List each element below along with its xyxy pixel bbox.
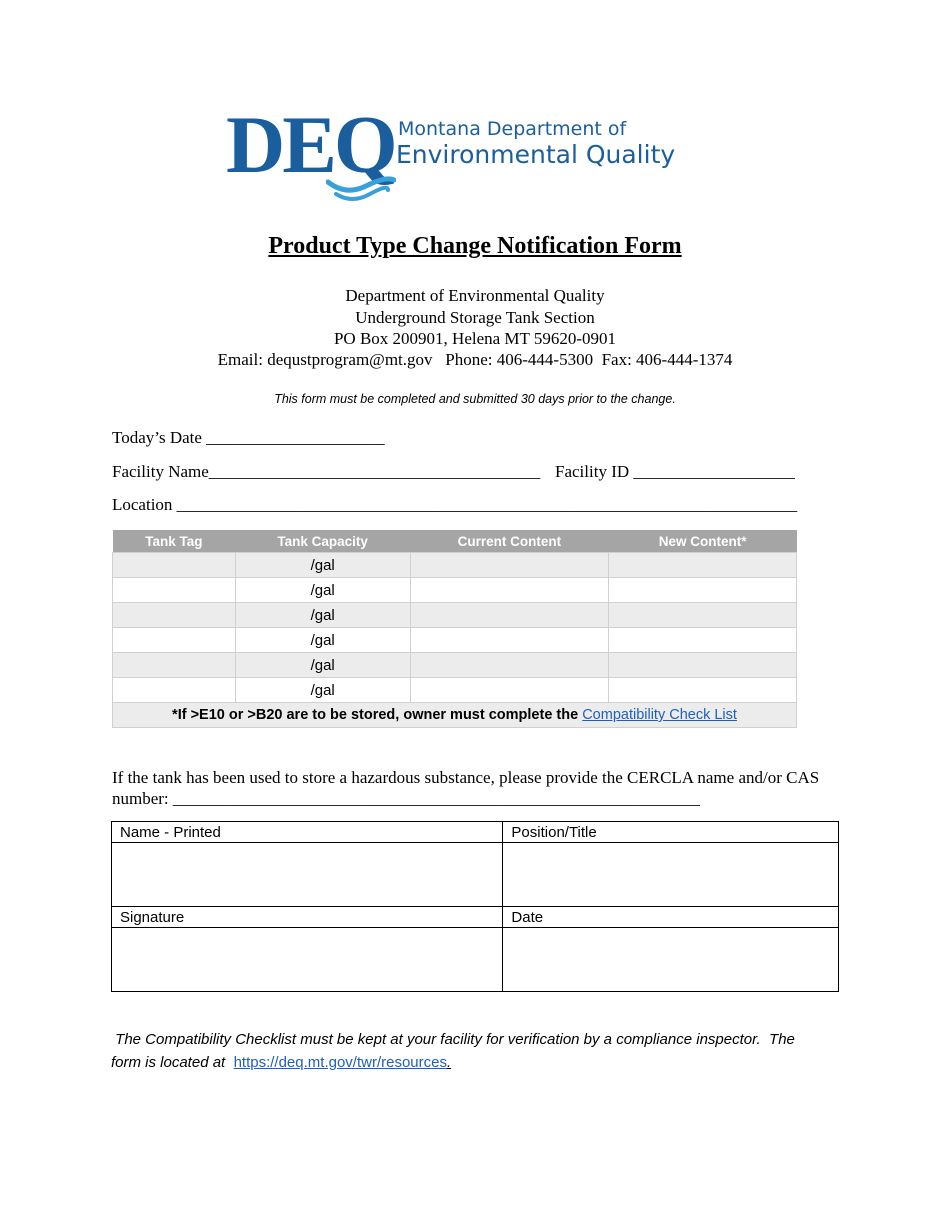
footer-text-2: form is located at	[111, 1054, 230, 1071]
logo-line1: Montana Department of	[398, 118, 627, 140]
facility-name-field[interactable]: Facility Name_______________________________________	[112, 462, 541, 481]
position-title-input[interactable]	[503, 843, 839, 907]
header-tank-capacity: Tank Capacity	[235, 530, 410, 553]
current-content-cell[interactable]	[410, 578, 609, 603]
table-row	[113, 578, 797, 603]
signature-label: Signature	[112, 907, 503, 928]
footer-note	[111, 1028, 841, 1074]
date-input[interactable]	[503, 928, 839, 992]
signature-table	[111, 821, 839, 992]
contact-line: Email: dequstprogram@mt.gov Phone: 406-444-5300 Fax: 406-444-1374	[217, 350, 733, 369]
cas-number-field[interactable]: number: ______________________________________________________________	[112, 789, 700, 808]
current-content-cell[interactable]	[410, 678, 609, 703]
deq-logo	[226, 99, 726, 210]
tank-capacity-cell[interactable]: /gal	[235, 653, 410, 678]
table-row	[113, 603, 797, 628]
tank-capacity-cell[interactable]: /gal	[235, 578, 410, 603]
address-line-1: Department of Environmental Quality	[345, 286, 605, 305]
footnote-text: *If >E10 or >B20 are to be stored, owner must complete the	[172, 707, 579, 723]
tank-capacity-cell[interactable]: /gal	[235, 678, 410, 703]
tank-tag-cell[interactable]	[113, 678, 236, 703]
name-printed-input[interactable]	[112, 843, 503, 907]
facility-id-field[interactable]: Facility ID ___________________	[555, 462, 795, 481]
table-row	[113, 628, 797, 653]
header-tank-tag: Tank Tag	[113, 530, 236, 553]
logo-abbr: DEQ	[226, 99, 395, 190]
current-content-cell[interactable]	[410, 628, 609, 653]
tank-tag-cell[interactable]	[113, 653, 236, 678]
signature-input[interactable]	[112, 928, 503, 992]
table-row	[113, 678, 797, 703]
new-content-cell[interactable]	[609, 653, 797, 678]
current-content-cell[interactable]	[410, 603, 609, 628]
resources-link[interactable]: https://deq.mt.gov/twr/resources	[233, 1054, 447, 1071]
new-content-cell[interactable]	[609, 603, 797, 628]
submission-note: This form must be completed and submitted 30 days prior to the change.	[274, 392, 676, 406]
tank-tag-cell[interactable]	[113, 578, 236, 603]
date-label: Date	[503, 907, 839, 928]
location-field[interactable]: Location _________________________________________________________________________	[112, 495, 798, 514]
table-footnote-row	[113, 703, 797, 728]
tank-capacity-cell[interactable]: /gal	[235, 603, 410, 628]
address-line-3: PO Box 200901, Helena MT 59620-0901	[333, 329, 617, 348]
todays-date-field[interactable]: Today’s Date _____________________	[112, 428, 385, 447]
header-new-content: New Content*	[609, 530, 797, 553]
current-content-cell[interactable]	[410, 653, 609, 678]
header-current-content: Current Content	[410, 530, 609, 553]
page-title: Product Type Change Notification Form	[268, 233, 682, 259]
table-footnote	[113, 703, 797, 728]
position-title-label: Position/Title	[503, 822, 839, 843]
logo-line2: Environmental Quality	[396, 140, 676, 169]
tank-capacity-cell[interactable]: /gal	[235, 553, 410, 578]
table-row	[113, 653, 797, 678]
wave-icon	[326, 172, 396, 202]
cercla-text: If the tank has been used to store a hazardous substance, please provide the CERCLA name and/or CAS	[112, 768, 820, 787]
tank-tag-cell[interactable]	[113, 628, 236, 653]
tank-table-header	[113, 530, 797, 553]
tank-capacity-cell[interactable]: /gal	[235, 628, 410, 653]
new-content-cell[interactable]	[609, 628, 797, 653]
footer-text-1: The Compatibility Checklist must be kept at your facility for verification by a compliance inspector. The	[111, 1031, 795, 1048]
cercla-section	[112, 767, 842, 809]
table-row	[113, 553, 797, 578]
address-line-2: Underground Storage Tank Section	[355, 308, 595, 327]
footer-period: .	[446, 1054, 452, 1071]
name-printed-label: Name - Printed	[112, 822, 503, 843]
footer-line-2	[111, 1051, 841, 1074]
current-content-cell[interactable]	[410, 553, 609, 578]
new-content-cell[interactable]	[609, 578, 797, 603]
tank-tag-cell[interactable]	[113, 603, 236, 628]
new-content-cell[interactable]	[609, 553, 797, 578]
tank-table	[112, 530, 797, 728]
new-content-cell[interactable]	[609, 678, 797, 703]
tank-tag-cell[interactable]	[113, 553, 236, 578]
compatibility-check-list-link[interactable]: Compatibility Check List	[582, 707, 737, 723]
